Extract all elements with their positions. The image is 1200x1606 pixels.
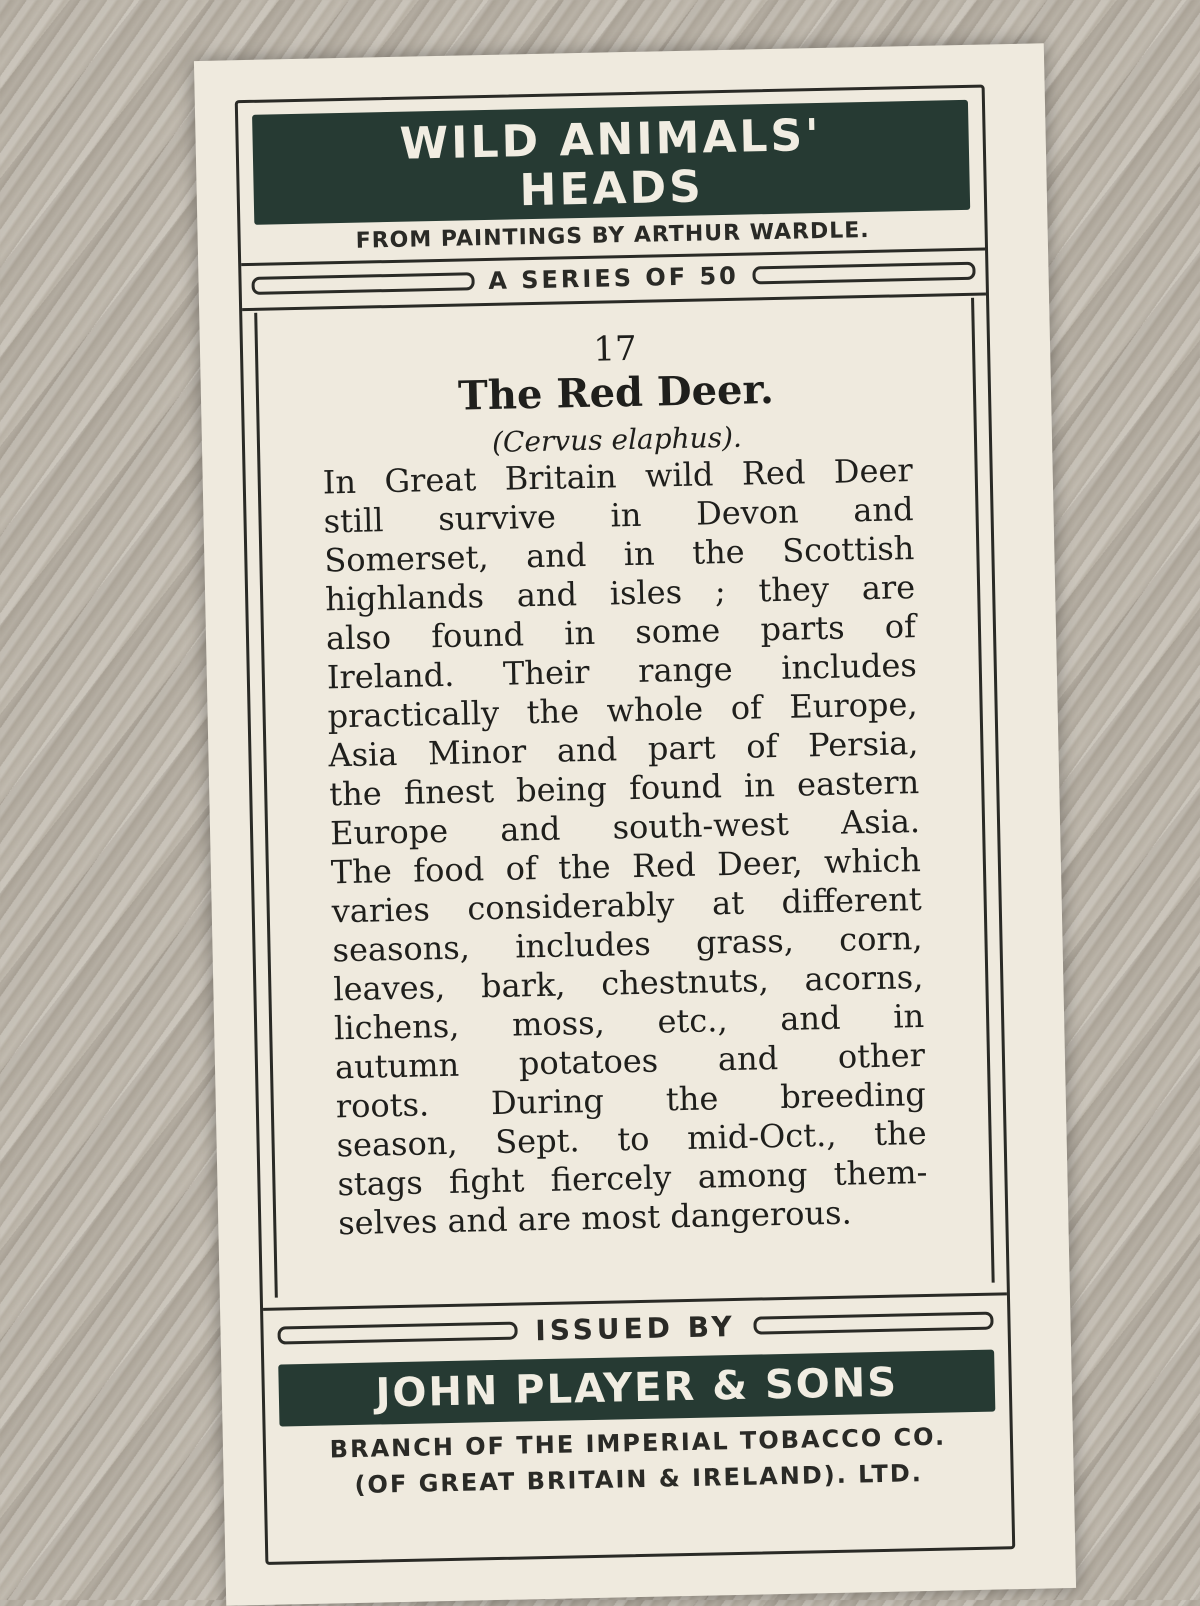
issued-row [277, 1303, 994, 1354]
title-line-1: WILD ANIMALS' [399, 109, 823, 170]
description-line: varies considerably at different [331, 880, 923, 931]
series-label: A SERIES OF 50 [487, 261, 740, 295]
card-number: 17 [592, 328, 638, 370]
branch-line-1: BRANCH OF THE IMPERIAL TOBACCO CO. [329, 1422, 947, 1464]
description [322, 451, 928, 1243]
latin-name: (Cervus elaphus). [491, 420, 743, 459]
branch-line-2: (OF GREAT BRITAIN & IRELAND). LTD. [354, 1459, 924, 1500]
animal-name: The Red Deer. [457, 366, 775, 420]
description-line: leaves, bark, chestnuts, acorns, [332, 958, 924, 1009]
ornament-bar-left [251, 272, 474, 295]
card-frame [235, 85, 1016, 1565]
artist-credit: FROM PAINTINGS BY ARTHUR WARDLE. [355, 217, 870, 254]
title-line-2: HEADS [519, 161, 705, 217]
description-line: selves and are most dangerous. [337, 1193, 853, 1243]
description-line: stags fight fiercely among them- [337, 1152, 928, 1204]
description-line: lichens, moss, etc., and in [333, 996, 925, 1048]
description-line: season, Sept. to mid-Oct., the [336, 1113, 927, 1165]
description-line: In Great Britain wild Red Deer [322, 451, 914, 502]
card-content [254, 298, 994, 1298]
ornament-bar-right [753, 262, 976, 285]
description-line: Asia Minor and part of Persia, [328, 724, 919, 775]
description-line: Ireland. Their range includes [326, 646, 918, 697]
description-line: Somerset, and in the Scottish [324, 529, 915, 580]
description-line: Europe and south-west Asia. [329, 802, 921, 853]
description-line: The food of the Red Deer, which [330, 841, 922, 892]
description-line: roots. During the breeding [335, 1074, 927, 1126]
ornament-bar-right [754, 1312, 994, 1335]
description-line: still survive in Devon and [323, 490, 914, 541]
description-line: also found in some parts of [325, 607, 917, 658]
issued-by-label: ISSUED BY [535, 1309, 737, 1347]
description-line: practically the whole of Europe, [327, 685, 918, 736]
description-line: autumn potatoes and other [334, 1035, 926, 1087]
description-line: seasons, includes grass, corn, [332, 919, 923, 970]
publisher-banner: JOHN PLAYER & SONS [278, 1350, 995, 1427]
title-banner [252, 100, 970, 225]
description-line: highlands and isles ; they are [324, 568, 916, 619]
cigarette-card [194, 43, 1076, 1605]
ornament-bar-left [277, 1322, 517, 1345]
description-line: the finest being found in eastern [328, 763, 920, 814]
